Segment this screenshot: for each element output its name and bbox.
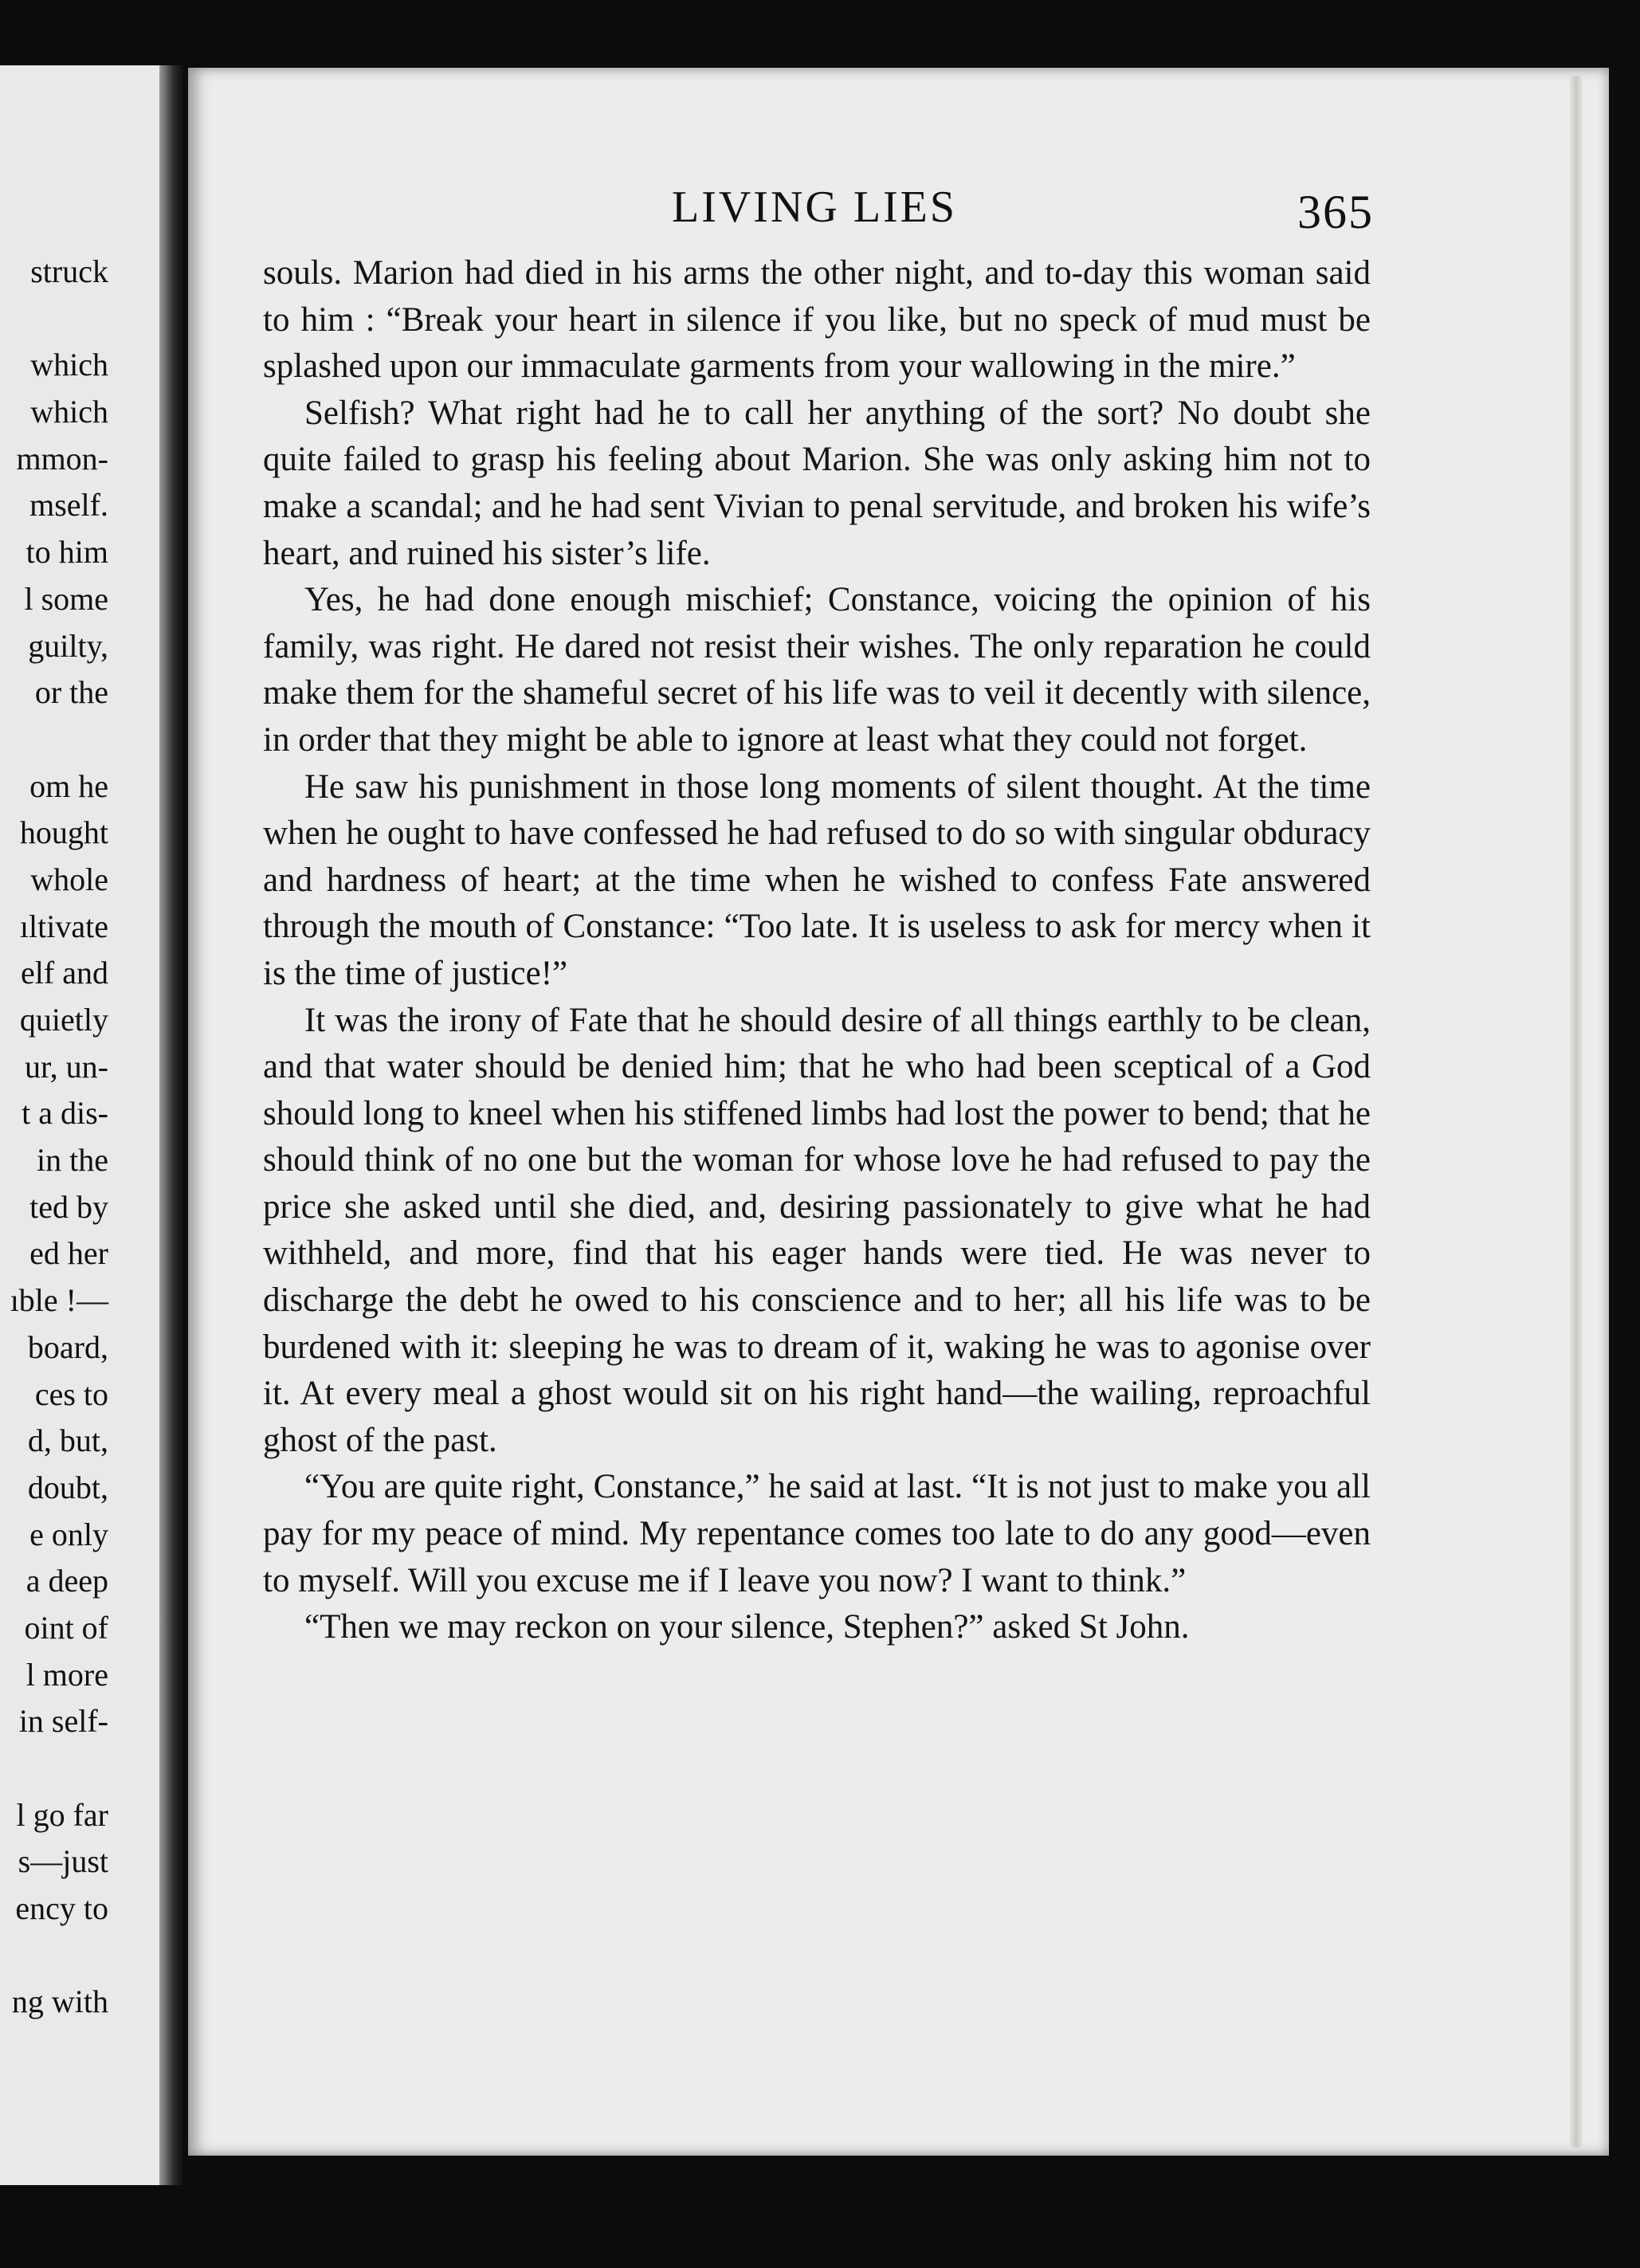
left-page-line: oint of — [24, 1609, 108, 1646]
left-page-line: hought — [19, 814, 108, 851]
left-page-line: e only — [29, 1516, 108, 1552]
paragraph: “You are quite right, Constance,” he said at last. “It is not just to make you all pay for my peace of mind. My repentance comes too late to do any good—even to myself. Will you excuse me if I leave you now? I want to think.” — [263, 1468, 1371, 1599]
left-page-line: ed her — [29, 1235, 108, 1272]
left-page-line: mself. — [29, 487, 108, 524]
left-page-line: whole — [30, 861, 108, 897]
body-text — [263, 250, 1371, 1651]
left-page-line — [0, 716, 108, 763]
left-page-line: d, but, — [27, 1422, 108, 1459]
left-page-line: quietly — [19, 1002, 108, 1038]
left-page-line: board, — [27, 1328, 108, 1365]
left-page-line: t a dis- — [22, 1095, 108, 1132]
book-gutter — [159, 65, 183, 2185]
left-page-line: ur, un- — [24, 1048, 108, 1085]
left-page — [0, 65, 159, 2185]
left-page-line: to him — [26, 534, 108, 571]
running-head: LIVING LIES — [672, 182, 958, 232]
paragraph: He saw his punishment in those long moments of silent thought. At the time when he ought to have confessed he had refused to do so with singular obduracy and hardness of heart; at the time when he wished to confess Fate answered through the mouth of Constance: “Too late. It is useless to ask for mercy when it is the time of justice!” — [263, 767, 1371, 992]
left-page-line: ces to — [34, 1375, 108, 1412]
page-number: 365 — [1297, 186, 1374, 238]
left-page-line: or the — [34, 674, 108, 711]
left-page-line: ency to — [15, 1890, 108, 1927]
left-page-line: elf and — [21, 955, 108, 991]
left-page-text-fragments — [0, 249, 108, 2026]
left-page-line: which — [30, 347, 108, 383]
left-page-line: in the — [37, 1142, 108, 1179]
left-page-line: in self- — [18, 1703, 108, 1740]
left-page-line: s—just — [18, 1843, 108, 1880]
left-page-line: l some — [24, 580, 108, 617]
left-page-line: struck — [30, 253, 108, 289]
left-page-line — [0, 1933, 108, 1980]
left-page-line: om he — [29, 767, 108, 804]
left-page-line: doubt, — [27, 1469, 108, 1505]
left-page-line — [0, 1745, 108, 1792]
left-page-line: ıble !— — [10, 1282, 108, 1319]
paragraph: souls. Marion had died in his arms the other night, and to-day this woman said to him : “Break your heart in silence if you like, but no speck of mud must be splashed upon our immaculate garments from your wallowing in the mire.” — [263, 254, 1371, 386]
left-page-line: mmon- — [16, 440, 108, 477]
paragraph: Selfish? What right had he to call her anything of the sort? No doubt she quite failed to grasp his feeling about Marion. She was only asking him not to make a scandal; and he had sent Vivian to penal servitude, and broken his wife’s heart, and ruined his sister’s life. — [263, 394, 1371, 572]
left-page-line: ıltivate — [19, 908, 108, 944]
left-page-line: l go far — [16, 1796, 108, 1833]
left-page-line: a deep — [26, 1563, 108, 1599]
left-page-line: ng with — [11, 1984, 108, 2020]
paragraph: “Then we may reckon on your silence, Stephen?” asked St John. — [304, 1608, 1190, 1646]
left-page-line: guilty, — [28, 627, 108, 664]
paragraph: It was the irony of Fate that he should desire of all things earthly to be clean, and that water should be denied him; that he who had been sceptical of a God should long to kneel when his stiffened limbs had lost the power to bend; that he should think of no one but the woman for whose love he had refused to pay the price she asked until she died, and, desiring passionately to give what he had withheld, and more, find that his eager hands were tied. He was never to discharge the debt he owed to his conscience and to her; all his life was to be burdened with it: sleeping he was to dream of it, waking he was to agonise over it. At every meal a ghost would sit on his right hand—the wailing, reproachful ghost of the past. — [263, 1001, 1371, 1459]
left-page-line: ted by — [29, 1188, 108, 1225]
paragraph: Yes, he had done enough mischief; Constance, voicing the opinion of his family, was right. He dared not resist their wishes. The only reparation he could make them for the shameful secret of his life was to veil it decently with silence, in order that they might be able to ignore at least what they could not forget. — [263, 581, 1371, 759]
left-page-line — [0, 296, 108, 343]
left-page-line: which — [30, 394, 108, 430]
page-edge — [1570, 76, 1583, 2148]
left-page-line: l more — [26, 1656, 108, 1693]
